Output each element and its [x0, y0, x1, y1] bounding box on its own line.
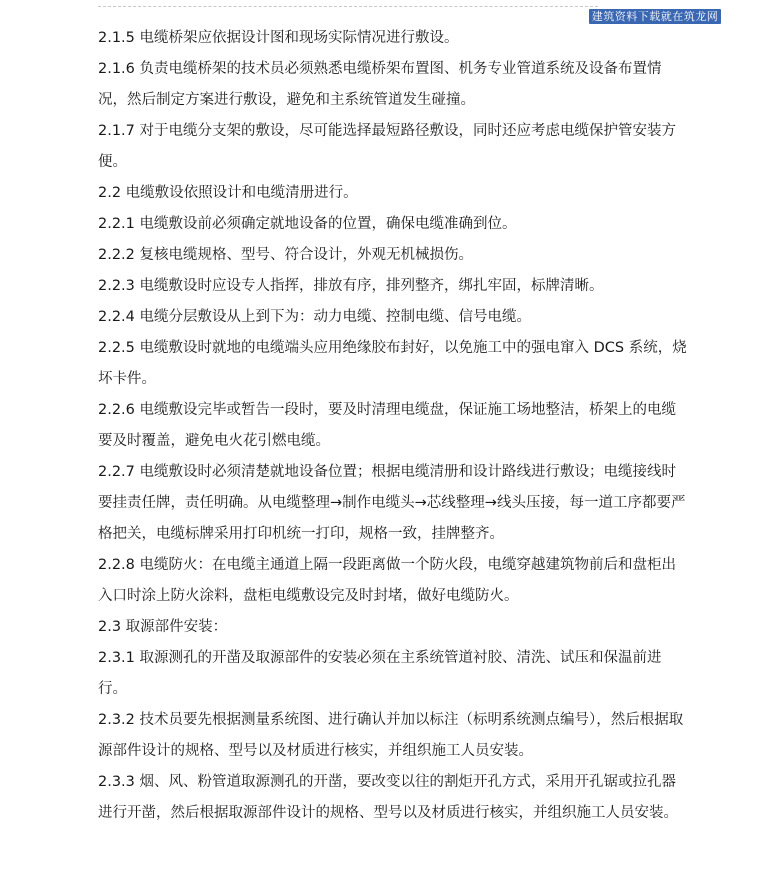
paragraph-2-2-7: 2.2.7 电缆敷设时必须清楚就地设备位置；根据电缆清册和设计路线进行敷设；电缆接线时要挂责任牌，责任明确。从电缆整理→制作电缆头→芯线整理→线头压接，每一道工序都要严格把关，电缆标牌采用打印机统一打印，规格一致，挂牌整齐。: [98, 464, 686, 542]
paragraph-2-2: 2.2 电缆敷设依照设计和电缆清册进行。: [98, 185, 358, 201]
paragraph-2-2-2: 2.2.2 复核电缆规格、型号、符合设计，外观无机械损伤。: [98, 247, 474, 263]
watermark-badge: 建筑资料下载就在筑龙网: [589, 9, 721, 24]
document-body: [98, 23, 688, 829]
paragraph-2-2-8: 2.2.8 电缆防火：在电缆主通道上隔一段距离做一个防火段，电缆穿越建筑物前后和盘柜出入口时涂上防火涂料，盘柜电缆敷设完及时封堵，做好电缆防火。: [98, 557, 676, 604]
paragraph-2-3-2: 2.3.2 技术员要先根据测量系统图、进行确认并加以标注（标明系统测点编号），然后根据取源部件设计的规格、型号以及材质进行核实，并组织施工人员安装。: [98, 712, 684, 759]
paragraph-2-2-4: 2.2.4 电缆分层敷设从上到下为：动力电缆、控制电缆、信号电缆。: [98, 309, 532, 325]
paragraph-2-2-5: 2.2.5 电缆敷设时就地的电缆端头应用绝缘胶布封好，以免施工中的强电窜入 DCS 系统，烧坏卡件。: [98, 340, 687, 387]
header-divider: [98, 6, 598, 7]
paragraph-2-3-1: 2.3.1 取源测孔的开凿及取源部件的安装必须在主系统管道衬胶、清洗、试压和保温前进行。: [98, 650, 662, 697]
paragraph-2-3: 2.3 取源部件安装：: [98, 619, 228, 635]
paragraph-2-1-6: 2.1.6 负责电缆桥架的技术员必须熟悉电缆桥架布置图、机务专业管道系统及设备布置情况，然后制定方案进行敷设，避免和主系统管道发生碰撞。: [98, 61, 662, 108]
paragraph-2-2-6: 2.2.6 电缆敷设完毕或暂告一段时，要及时清理电缆盘，保证施工场地整洁，桥架上的电缆要及时覆盖，避免电火花引燃电缆。: [98, 402, 676, 449]
paragraph-2-3-3: 2.3.3 烟、风、粉管道取源测孔的开凿，要改变以往的割炬开孔方式，采用开孔锯或拉孔器进行开凿，然后根据取源部件设计的规格、型号以及材质进行核实，并组织施工人员安装。: [98, 774, 678, 821]
paragraph-2-1-7: 2.1.7 对于电缆分支架的敷设，尽可能选择最短路径敷设，同时还应考虑电缆保护管安装方便。: [98, 123, 676, 170]
paragraph-2-2-3: 2.2.3 电缆敷设时应设专人指挥，排放有序，排列整齐，绑扎牢固，标牌清晰。: [98, 278, 604, 294]
paragraph-2-1-5: 2.1.5 电缆桥架应依据设计图和现场实际情况进行敷设。: [98, 30, 459, 46]
paragraph-2-2-1: 2.2.1 电缆敷设前必须确定就地设备的位置，确保电缆准确到位。: [98, 216, 517, 232]
